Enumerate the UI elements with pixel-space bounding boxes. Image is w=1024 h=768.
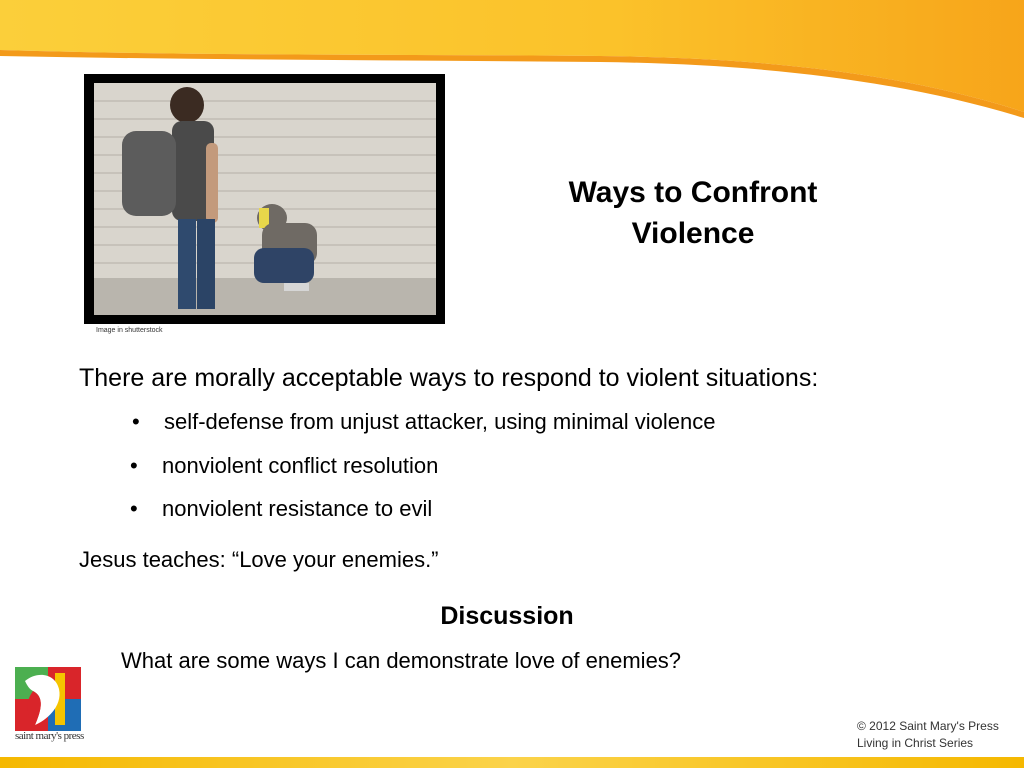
discussion-question: What are some ways I can demonstrate love of enemies? [121,648,682,673]
bullet-item [130,496,433,522]
copyright-block [857,718,999,752]
bullet-dot: • [130,453,138,478]
intro-text: There are morally acceptable ways to respond to violent situations: [79,364,819,392]
bullet-item [130,453,439,479]
jesus-quote: Jesus teaches: “Love your enemies.” [79,547,439,572]
image-credit: Image in shutterstock [96,327,163,334]
logo-wordmark: saint mary's press [15,730,84,742]
bullet-text: self-defense from unjust attacker, using minimal violence [164,409,716,434]
copyright-line: © 2012 Saint Mary's Press [857,719,999,733]
bullet-text: nonviolent conflict resolution [162,453,439,478]
saint-marys-press-logo-icon [15,667,81,731]
bullet-item [132,409,716,435]
series-line: Living in Christ Series [857,736,974,750]
footer-band [0,757,1024,768]
bullet-text: nonviolent resistance to evil [162,496,433,521]
photo-frame [84,74,445,324]
discussion-heading: Discussion [440,602,574,630]
bullying-photo [94,83,436,315]
slide-title: Ways to Confront Violence [568,176,818,250]
bullet-dot: • [132,409,140,434]
bullet-dot: • [130,496,138,521]
